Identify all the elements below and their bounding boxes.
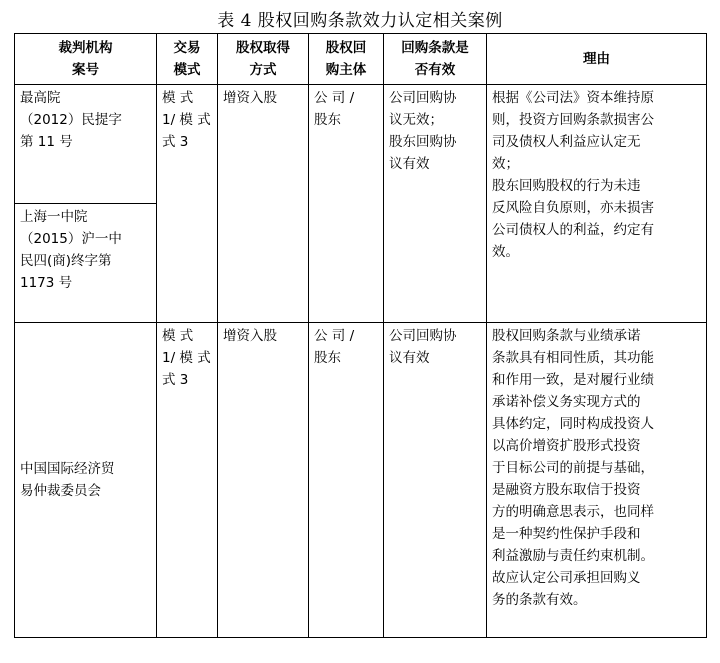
case-cell: 最高院 （2012）民提字 第 11 号 (15, 85, 157, 204)
case-table (14, 33, 707, 638)
case-cell: 中国国际经济贸 易仲裁委员会 (15, 323, 157, 638)
table-row (15, 85, 707, 204)
validity-cell: 公司回购协 议有效 (384, 323, 487, 638)
mode-cell: 模 式 1/ 模 式 式 3 (157, 323, 218, 638)
header-acquire: 股权取得 方式 (218, 34, 309, 85)
header-row (15, 34, 707, 85)
header-mode: 交易 模式 (157, 34, 218, 85)
case-cell: 上海一中院 （2015）沪一中 民四(商)终字第 1173 号 (15, 204, 157, 323)
header-subject: 股权回 购主体 (309, 34, 384, 85)
table-row (15, 323, 707, 638)
header-reason: 理由 (487, 34, 707, 85)
validity-cell: 公司回购协 议无效； 股东回购协 议有效 (384, 85, 487, 323)
subject-cell: 公 司 / 股东 (309, 323, 384, 638)
header-validity: 回购条款是 否有效 (384, 34, 487, 85)
mode-cell: 模 式 1/ 模 式 式 3 (157, 85, 218, 323)
reason-cell: 股权回购条款与业绩承诺 条款具有相同性质，其功能 和作用一致，是对履行业绩 承诺补偿义务实现方式的 具体约定，同时构成投资人 以高价增资扩股形式投资 于目标公司的前提与基础， 是融资方股东取信于投资 方的明确意思表示，也同样 是一种契约性保护手段和 利益激励与责任约束机制。 故应认定公司承担回购义 务的条款有效。 (487, 323, 707, 638)
header-court: 裁判机构 案号 (15, 34, 157, 85)
subject-cell: 公 司 / 股东 (309, 85, 384, 323)
acquire-cell: 增资入股 (218, 85, 309, 323)
table-title: 表 4 股权回购条款效力认定相关案例 (217, 11, 503, 31)
acquire-cell: 增资入股 (218, 323, 309, 638)
reason-cell: 根据《公司法》资本维持原 则，投资方回购条款损害公 司及债权人利益应认定无 效； 股东回购股权的行为未违 反风险自负原则，亦未损害 公司债权人的利益，约定有 效。 (487, 85, 707, 323)
